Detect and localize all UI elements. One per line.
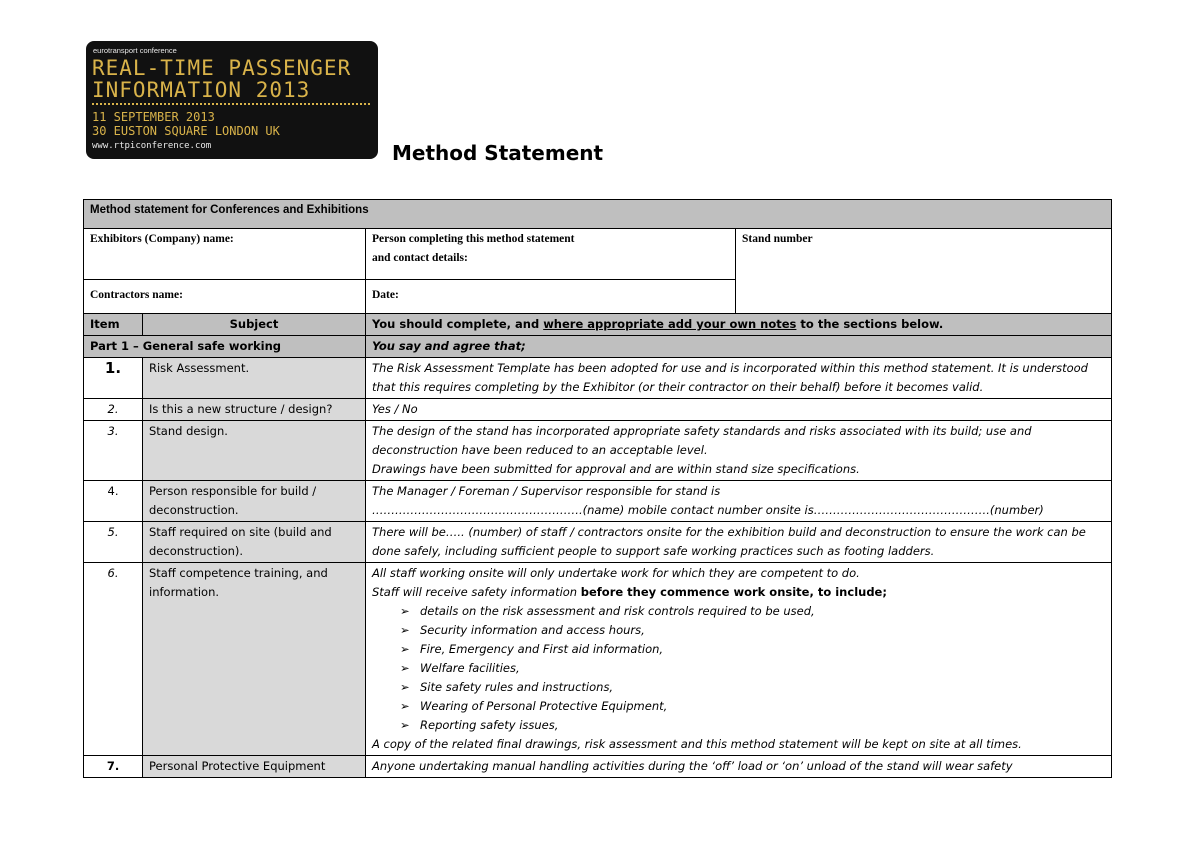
instruction-underlined: where appropriate add your own notes bbox=[543, 317, 797, 331]
table-banner-row bbox=[84, 200, 1112, 229]
bullet-item: ➢ Fire, Emergency and First aid information, bbox=[400, 640, 1105, 659]
item-text-normal: Staff will receive safety information bbox=[372, 585, 581, 599]
bullet-item: ➢ Welfare facilities, bbox=[400, 659, 1105, 678]
table-banner: Method statement for Conferences and Exhibitions bbox=[84, 200, 1112, 229]
part-1-subtitle: You say and agree that; bbox=[366, 336, 1112, 358]
item-number: 3. bbox=[84, 421, 143, 481]
bullet-item: ➢ details on the risk assessment and risk controls required to be used, bbox=[400, 602, 1105, 621]
method-statement-table bbox=[83, 199, 1112, 778]
item-subject: Risk Assessment. bbox=[143, 358, 366, 399]
bullet-item: ➢ Reporting safety issues, bbox=[400, 716, 1105, 735]
item-number: 5. bbox=[84, 522, 143, 563]
table-row bbox=[84, 481, 1112, 522]
column-header-row bbox=[84, 314, 1112, 336]
person-label-line-2: and contact details: bbox=[372, 252, 468, 264]
person-label-line-1: Person completing this method statement bbox=[372, 233, 575, 245]
item-subject: Stand design. bbox=[143, 421, 366, 481]
item-text-line: ……………………………………………….(name) mobile contact number onsite is……………………………………….(number) bbox=[372, 503, 1044, 517]
conference-logo bbox=[86, 41, 378, 159]
logo-date: 11 SEPTEMBER 2013 bbox=[92, 110, 215, 124]
item-number: 4. bbox=[84, 481, 143, 522]
date-field[interactable]: Date: bbox=[366, 280, 736, 314]
item-subject: Personal Protective Equipment bbox=[143, 756, 366, 778]
item-text: The Risk Assessment Template has been adopted for use and is incorporated within this method statement. It is understood that this requires completing by the Exhibitor (or their contractor on their behalf) before it becomes valid. bbox=[366, 358, 1112, 399]
item-text-line: The design of the stand has incorporated appropriate safety standards and risks associated with its build; use and deconstruction have been reduced to an acceptable level. bbox=[372, 424, 1032, 457]
logo-url: www.rtpiconference.com bbox=[92, 141, 212, 151]
item-text[interactable]: Yes / No bbox=[366, 399, 1112, 421]
exhibitors-name-field[interactable]: Exhibitors (Company) name: bbox=[84, 229, 366, 280]
column-header-item: Item bbox=[84, 314, 143, 336]
document-title: Method Statement bbox=[392, 141, 604, 165]
bullet-item: ➢ Security information and access hours, bbox=[400, 621, 1105, 640]
bullet-item: ➢ Wearing of Personal Protective Equipment, bbox=[400, 697, 1105, 716]
item-text-bold: before they commence work onsite, to include; bbox=[580, 585, 887, 599]
item-subject: Is this a new structure / design? bbox=[143, 399, 366, 421]
instruction-text-end: to the sections below. bbox=[796, 317, 944, 331]
item-number: 2. bbox=[84, 399, 143, 421]
table-row bbox=[84, 563, 1112, 756]
logo-small-text: eurotransport conference bbox=[93, 46, 177, 55]
details-row-1 bbox=[84, 229, 1112, 280]
table-row bbox=[84, 522, 1112, 563]
item-text bbox=[366, 563, 1112, 756]
column-header-instruction bbox=[366, 314, 1112, 336]
item-subject: Staff required on site (build and deconstruction). bbox=[143, 522, 366, 563]
item-subject: Staff competence training, and information. bbox=[143, 563, 366, 756]
logo-line-2: INFORMATION 2013 bbox=[92, 78, 311, 102]
logo-venue: 30 EUSTON SQUARE LONDON UK bbox=[92, 124, 280, 138]
item-text bbox=[366, 421, 1112, 481]
item-subject: Person responsible for build / deconstruction. bbox=[143, 481, 366, 522]
bullet-list bbox=[372, 602, 1105, 735]
stand-number-field[interactable]: Stand number bbox=[736, 229, 1112, 314]
item-text[interactable]: There will be….. (number) of staff / contractors onsite for the exhibition build and deconstruction to ensure the work can be done safely, including sufficient people to support safe working practices such as footing ladders. bbox=[366, 522, 1112, 563]
table-row bbox=[84, 421, 1112, 481]
column-header-subject: Subject bbox=[143, 314, 366, 336]
logo-line-1: REAL-TIME PASSENGER bbox=[92, 56, 352, 80]
item-text-line: All staff working onsite will only undertake work for which they are competent to do. bbox=[372, 566, 860, 580]
part-1-header-row bbox=[84, 336, 1112, 358]
item-number: 1. bbox=[84, 358, 143, 399]
item-text-line: The Manager / Foreman / Supervisor responsible for stand is bbox=[372, 484, 721, 498]
item-text-line: A copy of the related final drawings, risk assessment and this method statement will be kept on site at all times. bbox=[372, 737, 1022, 751]
item-text-line bbox=[372, 583, 1105, 602]
contractors-name-field[interactable]: Contractors name: bbox=[84, 280, 366, 314]
instruction-text: You should complete, and bbox=[372, 317, 544, 331]
table-row bbox=[84, 358, 1112, 399]
part-1-title: Part 1 – General safe working bbox=[84, 336, 366, 358]
bullet-item: ➢ Site safety rules and instructions, bbox=[400, 678, 1105, 697]
item-number: 6. bbox=[84, 563, 143, 756]
person-completing-field[interactable] bbox=[366, 229, 736, 280]
item-text: Anyone undertaking manual handling activities during the ‘off’ load or ‘on’ unload of the stand will wear safety bbox=[366, 756, 1112, 778]
table-row bbox=[84, 756, 1112, 778]
item-text-line: Drawings have been submitted for approval and are within stand size specifications. bbox=[372, 462, 860, 476]
table-row bbox=[84, 399, 1112, 421]
item-number: 7. bbox=[84, 756, 143, 778]
item-text[interactable] bbox=[366, 481, 1112, 522]
logo-divider bbox=[92, 103, 370, 105]
